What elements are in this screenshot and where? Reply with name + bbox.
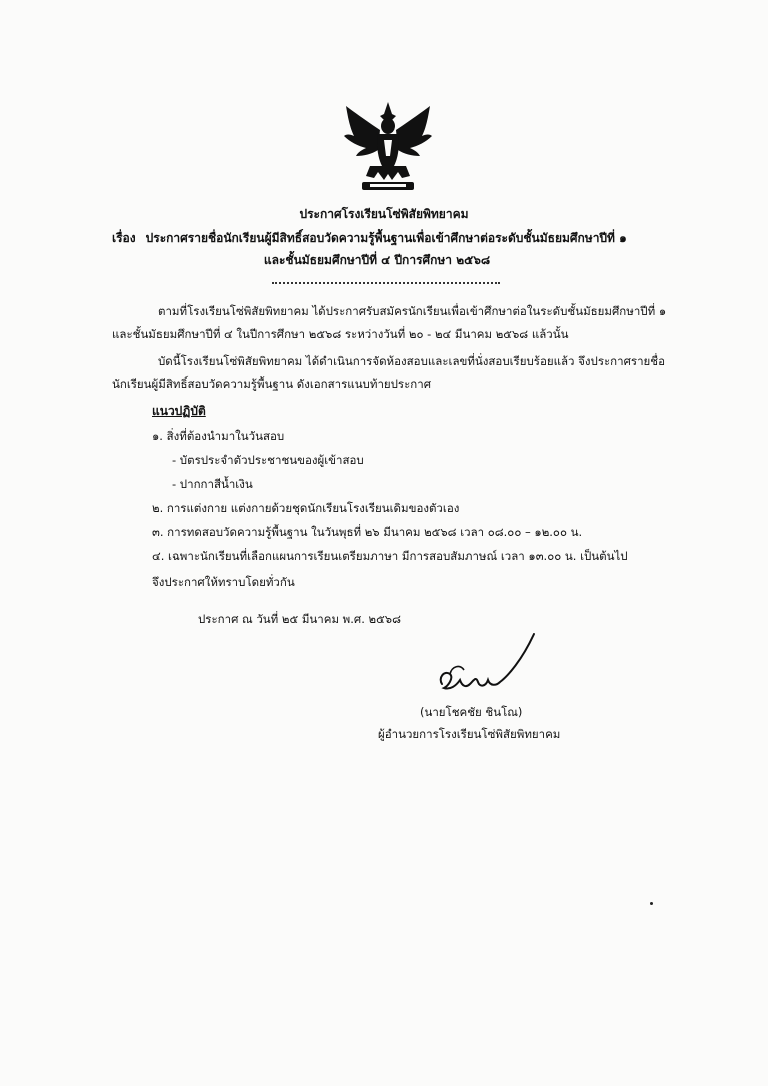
subject-line-2: และชั้นมัธยมศึกษาปีที่ ๔ ปีการศึกษา ๒๕๖๘ [263, 253, 491, 267]
signature-icon [430, 630, 540, 700]
announcement-title: ประกาศโรงเรียนโซ่พิสัยพิทยาคม [299, 207, 469, 221]
guide-item-1: ๑. สิ่งที่ต้องนำมาในวันสอบ [152, 429, 285, 443]
paragraph-2-text: บัดนี้โรงเรียนโซ่พิสัยพิทยาคม ได้ดำเนินการจัดห้องสอบและเลขที่นั่งสอบเรียบร้อยแล้ว จึงประกาศรายชื่อนักเรียนผู้มีสิทธิ์สอบวัดความรู้พื้นฐาน ดังเอกสารแนบท้ายประกาศ [112, 354, 665, 391]
subject-label: เรื่อง [112, 231, 136, 245]
guide-item-1-sub-2: - ปากกาสีน้ำเงิน [172, 477, 253, 491]
paragraph-1 [112, 300, 668, 346]
garuda-emblem-icon [340, 100, 436, 194]
announcement-date: ประกาศ ณ วันที่ ๒๕ มีนาคม พ.ศ. ๒๕๖๘ [198, 612, 401, 626]
guide-item-4: ๔. เฉพาะนักเรียนที่เลือกแผนการเรียนเตรียมภาษา มีการสอบสัมภาษณ์ เวลา ๑๓.๐๐ น. เป็นต้นไป [152, 549, 628, 563]
signatory-name: (นายโชคชัย ชินโณ) [420, 705, 523, 719]
page-speck [650, 902, 653, 905]
signatory-position: ผู้อำนวยการโรงเรียนโซ่พิสัยพิทยาคม [378, 727, 561, 741]
paragraph-1-text: ตามที่โรงเรียนโซ่พิสัยพิทยาคม ได้ประกาศรับสมัครนักเรียนเพื่อเข้าศึกษาต่อในระดับชั้นมัธยมศึกษาปีที่ ๑ และชั้นมัธยมศึกษาปีที่ ๔ ในปีการศึกษา ๒๕๖๘ ระหว่างวันที่ ๒๐ - ๒๔ มีนาคม ๒๕๖๘ แล้วนั้น [112, 304, 667, 341]
paragraph-2 [112, 350, 668, 396]
subject [112, 227, 672, 271]
guide-item-1-sub-1: - บัตรประจำตัวประชาชนของผู้เข้าสอบ [172, 453, 364, 467]
guide-item-3: ๓. การทดสอบวัดความรู้พื้นฐาน ในวันพุธที่ ๒๖ มีนาคม ๒๕๖๘ เวลา ๐๘.๐๐ – ๑๒.๐๐ น. [152, 525, 583, 539]
guide-heading: แนวปฏิบัติ [152, 404, 206, 418]
subject-line-1: ประกาศรายชื่อนักเรียนผู้มีสิทธิ์สอบวัดความรู้พื้นฐานเพื่อเข้าศึกษาต่อระดับชั้นมัธยมศึกษาปีที่ ๑ [145, 231, 627, 245]
closing-text: จึงประกาศให้ทราบโดยทั่วกัน [152, 575, 295, 589]
guide-item-2: ๒. การแต่งกาย แต่งกายด้วยชุดนักเรียนโรงเรียนเดิมของตัวเอง [152, 501, 460, 515]
dotted-divider [272, 282, 500, 284]
